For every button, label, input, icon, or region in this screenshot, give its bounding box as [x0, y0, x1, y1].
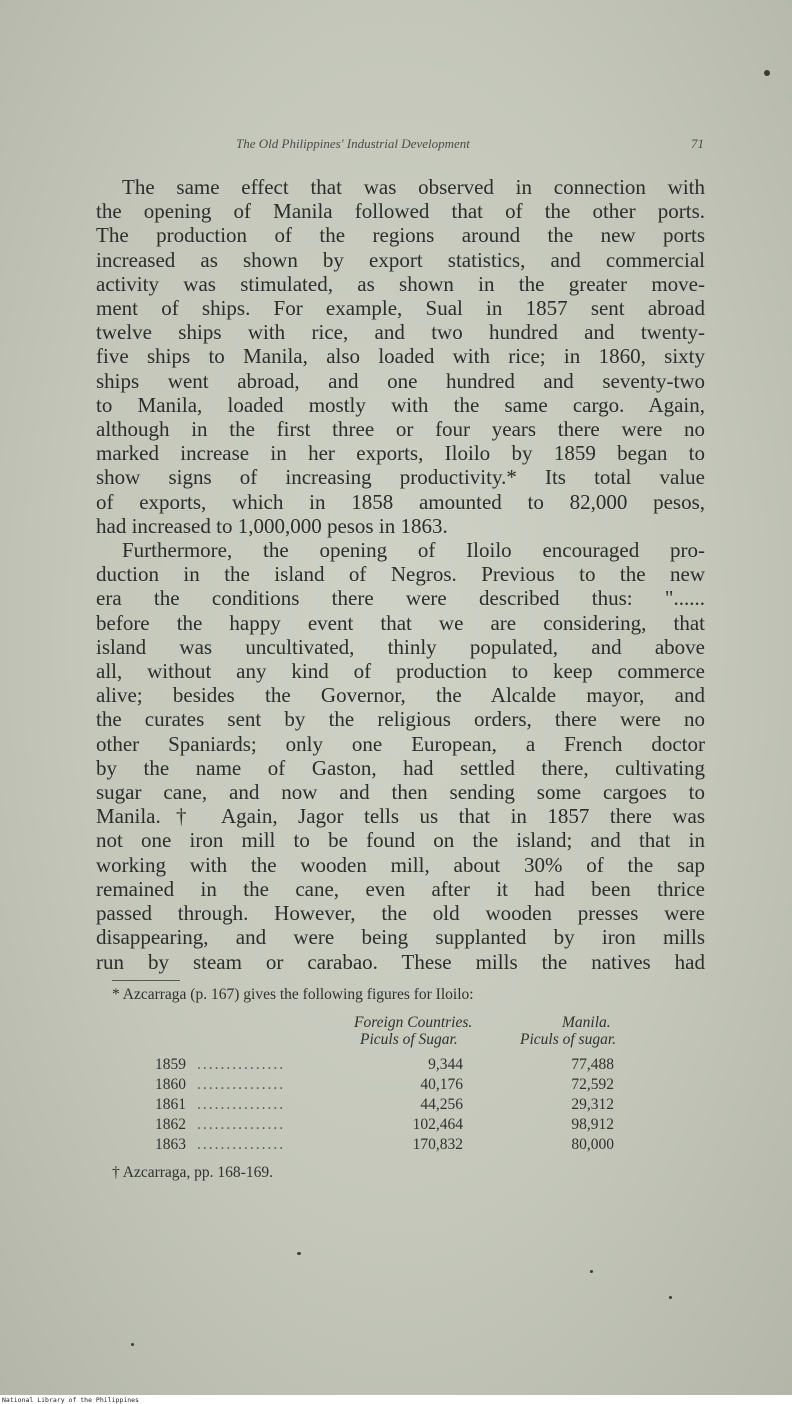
body-line: marked increase in her exports, Iloilo by 1859 began to — [96, 441, 705, 466]
table-row — [155, 1056, 675, 1076]
manila-value: 72,592 — [571, 1076, 614, 1093]
body-line: era the conditions there were described thus: "...... — [96, 586, 705, 611]
column-head-foreign: Foreign Countries. — [354, 1014, 473, 1031]
dot-leader: ............... — [197, 1136, 286, 1153]
body-line: before the happy event that we are considering, that — [96, 610, 705, 635]
body-line: Furthermore, the opening of Iloilo encouraged pro- — [122, 538, 705, 563]
table-row — [155, 1116, 675, 1136]
body-line: the opening of Manila followed that of the other ports. — [96, 199, 705, 224]
column-head-manila: Manila. — [562, 1014, 611, 1031]
body-line: five ships to Manila, also loaded with rice; in 1860, sixty — [96, 344, 705, 369]
body-line: by the name of Gaston, had settled there, cultivating — [96, 755, 705, 780]
body-line: disappearing, and were being supplanted by iron mills — [96, 925, 705, 950]
body-line: the curates sent by the religious orders, there were no — [96, 707, 705, 732]
table-row — [155, 1076, 675, 1096]
body-line: show signs of increasing productivity.* Its total value — [96, 465, 705, 490]
dot-leader: ............... — [197, 1076, 286, 1093]
body-line: passed through. However, the old wooden presses were — [96, 901, 705, 926]
row-year: 1859 — [155, 1056, 186, 1073]
column-subhead-foreign: Piculs of Sugar. — [360, 1031, 458, 1048]
body-line: The production of the regions around the new ports — [96, 223, 705, 248]
manila-value: 98,912 — [571, 1116, 614, 1133]
body-line: alive; besides the Governor, the Alcalde mayor, and — [96, 683, 705, 708]
body-line: twelve ships with rice, and two hundred and twenty- — [96, 320, 705, 345]
body-line: Manila.† Again, Jagor tells us that in 1857 there was — [96, 804, 705, 829]
dot-leader: ............... — [197, 1056, 286, 1073]
row-year: 1863 — [155, 1136, 186, 1153]
body-line: island was uncultivated, thinly populated, and above — [96, 634, 705, 659]
row-year: 1861 — [155, 1096, 186, 1113]
body-line: ships went abroad, and one hundred and seventy-two — [96, 368, 705, 393]
dust-speck — [131, 1343, 134, 1346]
body-line: other Spaniards; only one European, a French doctor — [96, 731, 705, 756]
body-line: all, without any kind of production to keep commerce — [96, 659, 705, 684]
row-year: 1860 — [155, 1076, 186, 1093]
dot-leader: ............... — [197, 1096, 286, 1113]
foreign-value: 102,464 — [412, 1116, 463, 1133]
library-watermark: National Library of the Philippines — [2, 1396, 139, 1404]
foreign-value: 9,344 — [428, 1056, 463, 1073]
dot-leader: ............... — [197, 1116, 286, 1133]
sugar-export-table — [155, 1014, 675, 1164]
foreign-value: 40,176 — [420, 1076, 463, 1093]
body-line: although in the first three or four years there were no — [96, 417, 705, 442]
dust-speck — [590, 1270, 593, 1273]
body-line: increased as shown by export statistics, and commercial — [96, 247, 705, 272]
foreign-value: 170,832 — [412, 1136, 463, 1153]
foreign-value: 44,256 — [420, 1096, 463, 1113]
dust-speck — [764, 70, 770, 76]
body-line: to Manila, loaded mostly with the same cargo. Again, — [96, 392, 705, 417]
manila-value: 80,000 — [571, 1136, 614, 1153]
body-line: had increased to 1,000,000 pesos in 1863. — [96, 513, 448, 538]
table-row — [155, 1096, 675, 1116]
body-line: ment of ships. For example, Sual in 1857 sent abroad — [96, 296, 705, 321]
column-subhead-manila: Piculs of sugar. — [520, 1031, 617, 1048]
footnote-rule — [112, 980, 180, 981]
dust-speck — [297, 1252, 301, 1255]
running-title: The Old Philippines' Industrial Development — [236, 136, 470, 151]
body-line: working with the wooden mill, about 30% of the sap — [96, 852, 705, 877]
running-head — [96, 134, 708, 154]
body-line: sugar cane, and now and then sending some cargoes to — [96, 780, 705, 805]
table-row — [155, 1136, 675, 1156]
footnote-azcarraga-pages: † Azcarraga, pp. 168-169. — [112, 1164, 273, 1181]
body-line: of exports, which in 1858 amounted to 82,000 pesos, — [96, 489, 705, 514]
footnote-azcarraga-figures: * Azcarraga (p. 167) gives the following figures for Iloilo: — [112, 986, 474, 1003]
body-line: not one iron mill to be found on the island; and that in — [96, 828, 705, 853]
manila-value: 29,312 — [571, 1096, 614, 1113]
body-line: run by steam or carabao. These mills the natives had — [96, 949, 705, 974]
body-line: The same effect that was observed in connection with — [122, 175, 705, 199]
body-line: duction in the island of Negros. Previous to the new — [96, 562, 705, 587]
row-year: 1862 — [155, 1116, 186, 1133]
manila-value: 77,488 — [571, 1056, 614, 1073]
page-number: 71 — [691, 136, 704, 151]
dust-speck — [669, 1296, 672, 1299]
body-text — [96, 175, 705, 974]
body-line: remained in the cane, even after it had been thrice — [96, 876, 705, 901]
body-line: activity was stimulated, as shown in the greater move- — [96, 271, 705, 296]
